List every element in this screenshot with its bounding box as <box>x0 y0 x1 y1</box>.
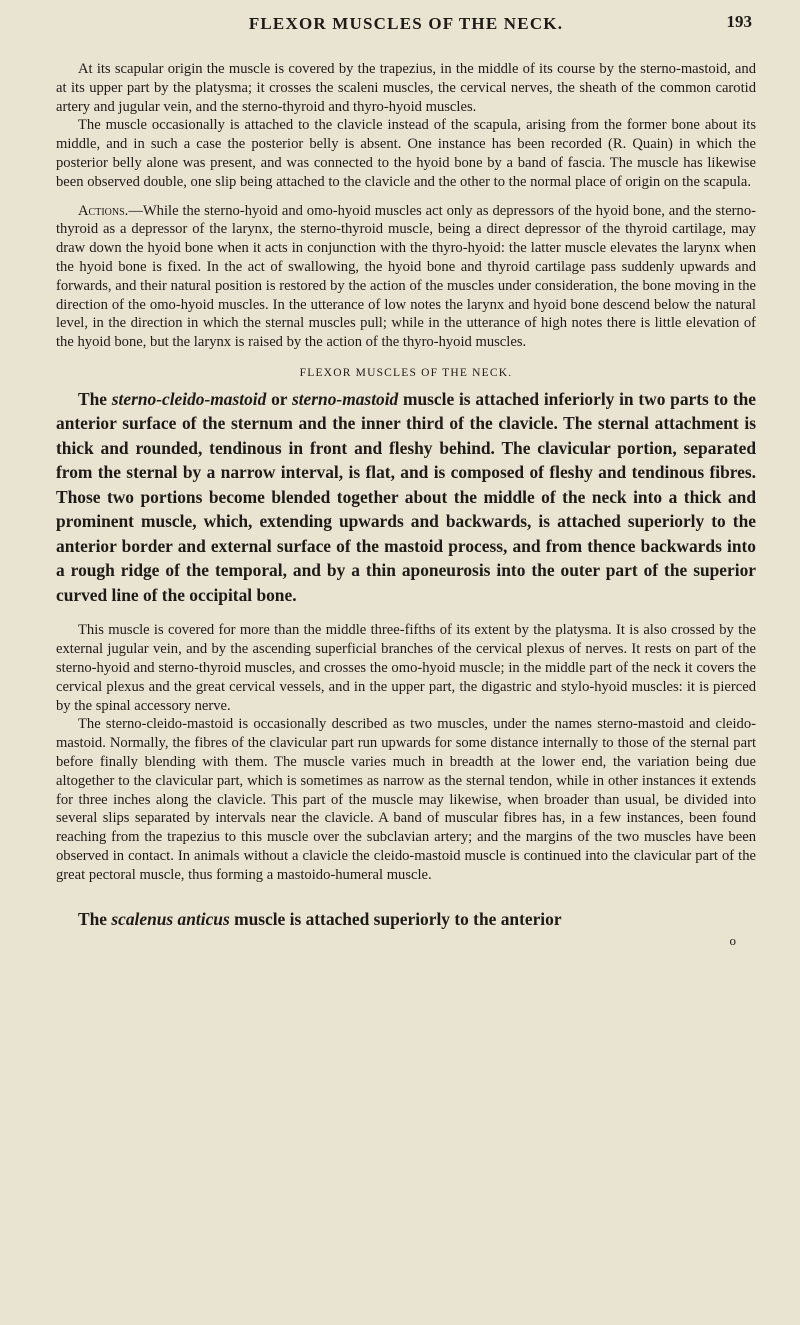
muscle-name-sterno-mastoid: sterno-mastoid <box>291 388 399 409</box>
page-number: 193 <box>726 12 752 31</box>
running-head <box>56 0 756 36</box>
muscle-name-sterno-cleido-mastoid: sterno-cleido-mastoid <box>111 388 267 409</box>
text-or: or <box>266 388 292 409</box>
paragraph-coverings: This muscle is covered for more than the middle three-fifths of its extent by the platysma. It is also crossed by the external jugular vein, and by the ascending superficial branches of the cervical plexus of nerves. It rests on part of the sterno-hyoid and sterno-thyroid muscles, and crosses the omo-hyoid muscle; in the middle part of the neck it covers the cervical plexus and the great cervical vessels, and in the upper part, the digastric and stylo-hyoid muscles: it is pierced by the spinal accessory nerve. <box>56 622 756 714</box>
sterno-mastoid-notes <box>56 621 756 884</box>
text-the: The <box>78 388 112 409</box>
actions-label: Actions. <box>78 202 129 219</box>
scalenus-body-text: muscle is attached superiorly to the anterior <box>229 908 562 929</box>
scalenus-section <box>56 907 756 949</box>
actions-text: —While the sterno-hyoid and omo-hyoid muscles act only as depressors of the hyoid bone, and the sterno-thyroid as a depressor of the larynx, the sterno-thyroid muscle, being a direct depressor of the thyroid cartilage, may draw down the hyoid bone when it acts in conjunction with the thyro-hyoid: the latter muscle elevates the larynx when the hyoid bone is fixed. In the act of swallowing, the hyoid bone and thyroid cartilage pass suddenly upwards and forwards, and their natural position is restored by the action of the muscles under consideration, the bone moving in the direction of the omo-hyoid muscles. In the utterance of low notes the larynx and hyoid bone descend below the natural level, in the direction in which the sternal muscles pull; while in the utterance of high notes there is little elevation of the hyoid bone, but the larynx is raised by the action of the thyro-hyoid muscles. <box>56 202 756 351</box>
running-title: FLEXOR MUSCLES OF THE NECK. <box>248 14 564 33</box>
paragraph-actions <box>56 202 756 352</box>
paragraph-sterno-mastoid <box>56 387 756 608</box>
text-the-2: The <box>78 908 112 929</box>
section-heading: FLEXOR MUSCLES OF THE NECK. <box>299 366 513 379</box>
muscle-name-scalenus-anticus: scalenus anticus <box>111 908 230 929</box>
omohyoid-section <box>56 60 756 352</box>
signature-mark: o <box>729 932 736 948</box>
paragraph-variants: The sterno-cleido-mastoid is occasionally described as two muscles, under the names sterno-mastoid and cleido-mastoid. Normally, the fibres of the clavicular part run upwards for some distance internally to those of the sternal part before finally blending with them. The muscle varies much in breadth at the lower end, the variation being due altogether to the clavicular part, which is sometimes as narrow as the sternal tendon, while in other instances it extends for three inches along the clavicle. This part of the muscle may likewise, when broader than usual, be divided into several slips separated by intervals near the clavicle. A band of muscular fibres has, in a few instances, been found reaching from the trapezius to this muscle over the subclavian artery; and the margins of the two muscles have been observed in contact. In animals without a clavicle the cleido-mastoid muscle is continued into the clavicular part of the great pectoral muscle, thus forming a mastoido-humeral muscle. <box>56 716 756 883</box>
paragraph-variations: The muscle occasionally is attached to the clavicle instead of the scapula, arising from the former bone about its middle, and in such a case the posterior belly is absent. One instance has been recorded (R. Quain) in which the posterior belly alone was present, and was connected to the hyoid bone by a band of fascia. The muscle has likewise been observed double, one slip being attached to the clavicle and the other to the normal place of origin on the scapula. <box>56 117 756 190</box>
paragraph-scalenus <box>56 907 756 931</box>
sterno-body-text: muscle is attached inferiorly in two parts to the anterior surface of the sternum and the inner third of the clavicle. The sternal attachment is thick and rounded, tendinous in front and fleshy behind. The clavicular portion, separated from the sternal by a narrow interval, is flat, and is composed of fleshy and tendinous fibres. Those two portions become blended together about the middle of the neck into a thick and prominent muscle, which, extending upwards and backwards, is attached superiorly to the anterior border and external surface of the mastoid process, and from thence backwards into a rough ridge of the temporal, and by a thin aponeurosis into the outer part of the superior curved line of the occipital bone. <box>56 388 756 605</box>
sterno-mastoid-description <box>56 387 756 608</box>
paragraph-relations: At its scapular origin the muscle is covered by the trapezius, in the middle of its course by the sterno-mastoid, and at its upper part by the platysma; it crosses the scaleni muscles, the cervical nerves, the sheath of the common carotid artery and jugular vein, and the sterno-thyroid and thyro-hyoid muscles. <box>56 61 756 115</box>
